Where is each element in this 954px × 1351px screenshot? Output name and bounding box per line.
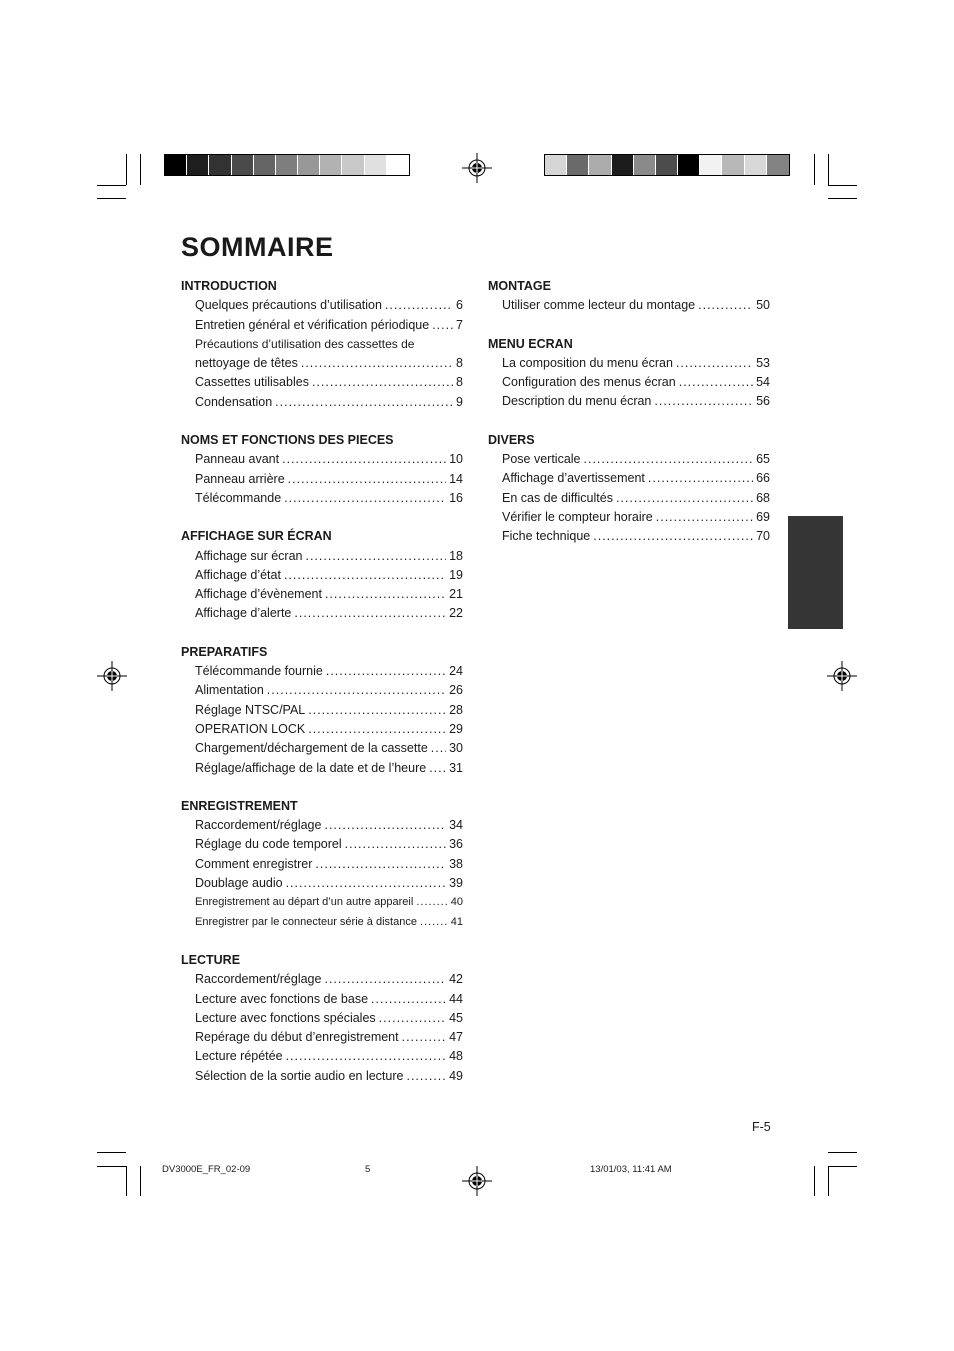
toc-entry-title: Fiche technique — [502, 529, 591, 544]
toc-entry-title: En cas de difficultés — [502, 490, 613, 505]
toc-entry-page: 70 — [756, 529, 770, 544]
toc-dot-leader — [324, 816, 446, 835]
color-swatch — [187, 155, 209, 175]
toc-entry-page: 34 — [449, 818, 463, 833]
toc-dot-leader — [584, 450, 754, 469]
toc-entry-page: 29 — [449, 721, 463, 736]
toc-entry[interactable] — [195, 296, 463, 315]
color-swatch — [320, 155, 342, 175]
toc-entry-title: Chargement/déchargement de la cassette — [195, 741, 428, 756]
toc-entry-page: 49 — [449, 1068, 463, 1083]
toc-entry-page: 18 — [449, 548, 463, 563]
toc-dot-leader — [432, 316, 453, 335]
toc-entry-page: 65 — [756, 452, 770, 467]
toc-dot-leader — [648, 469, 753, 488]
crop-mark — [126, 1166, 127, 1196]
toc-entry[interactable] — [502, 508, 770, 527]
toc-entry-page: 50 — [756, 298, 770, 313]
toc-entry[interactable] — [502, 527, 770, 546]
toc-entry[interactable] — [502, 354, 770, 373]
color-swatch — [722, 155, 744, 175]
color-swatch — [678, 155, 700, 175]
toc-dot-leader — [308, 720, 446, 739]
registration-mark-icon — [827, 661, 857, 691]
toc-entry[interactable] — [195, 373, 463, 392]
toc-entry[interactable] — [502, 296, 770, 315]
toc-entry[interactable] — [195, 566, 463, 585]
toc-entry-page: 22 — [449, 606, 463, 621]
registration-mark-icon — [462, 1166, 492, 1196]
toc-entry[interactable] — [195, 893, 463, 912]
footer-timestamp: 13/01/03, 11:41 AM — [590, 1164, 672, 1175]
toc-entry-page: 8 — [456, 375, 463, 390]
toc-entry-page: 36 — [449, 837, 463, 852]
toc-entry-page: 28 — [449, 702, 463, 717]
toc-entry-title: Affichage d’état — [195, 567, 281, 582]
toc-entry-title: nettoyage de têtes — [195, 356, 298, 371]
toc-entry-title: Raccordement/réglage — [195, 818, 322, 833]
toc-entry-title: Sélection de la sortie audio en lecture — [195, 1068, 404, 1083]
toc-entry-page: 19 — [449, 567, 463, 582]
toc-entry[interactable] — [195, 681, 463, 700]
toc-entry-page: 69 — [756, 509, 770, 524]
toc-entry[interactable] — [195, 874, 463, 893]
toc-dot-leader — [406, 1067, 446, 1086]
toc-dot-leader — [371, 990, 446, 1009]
toc-dot-leader — [420, 913, 448, 932]
toc-entry-title: Réglage NTSC/PAL — [195, 702, 306, 717]
color-swatch — [232, 155, 254, 175]
toc-entry-title: Enregistrer par le connecteur série à distance — [195, 915, 417, 928]
toc-section-heading: ENREGISTREMENT — [181, 798, 298, 813]
toc-entry-title: La composition du menu écran — [502, 355, 673, 370]
toc-dot-leader — [308, 701, 446, 720]
toc-section — [181, 951, 463, 1086]
toc-entry[interactable] — [195, 913, 463, 932]
toc-entry-title: Télécommande — [195, 490, 282, 505]
toc-entry-page: 7 — [456, 317, 463, 332]
footer-sheet-number: 5 — [365, 1164, 371, 1175]
toc-entry[interactable] — [502, 469, 770, 488]
toc-entry-title: Pose verticale — [502, 452, 581, 467]
toc-entry-page: 54 — [756, 375, 770, 390]
toc-entry-page: 66 — [756, 471, 770, 486]
toc-entry-title: Raccordement/réglage — [195, 972, 322, 987]
section-side-tab — [788, 516, 843, 629]
color-swatch — [342, 155, 364, 175]
toc-dot-leader — [286, 1047, 447, 1066]
color-swatch — [298, 155, 320, 175]
toc-dot-leader — [288, 470, 446, 489]
toc-entry-title: Lecture avec fonctions de base — [195, 991, 369, 1006]
toc-entry[interactable] — [195, 393, 463, 412]
toc-entry[interactable] — [195, 354, 463, 373]
toc-section-heading: INTRODUCTION — [181, 279, 277, 293]
toc-entry-title: Entretien général et vérification périodique — [195, 317, 430, 332]
page-number: F-5 — [752, 1120, 771, 1134]
toc-section-heading: MONTAGE — [488, 279, 551, 293]
toc-entry[interactable] — [195, 604, 463, 623]
toc-entry-title: Description du menu écran — [502, 394, 652, 409]
toc-section — [181, 277, 463, 412]
toc-entry-title: Cassettes utilisables — [195, 375, 309, 390]
toc-entry[interactable] — [195, 1009, 463, 1028]
toc-section-heading: AFFICHAGE SUR ÉCRAN — [181, 529, 332, 544]
crop-mark — [814, 154, 815, 185]
toc-entry-title: Panneau avant — [195, 452, 280, 467]
crop-mark — [828, 1166, 857, 1167]
toc-entry[interactable] — [195, 1028, 463, 1047]
toc-entry-text: Précautions d’utilisation des cassettes de — [195, 336, 415, 351]
toc-dot-leader — [385, 296, 453, 315]
toc-dot-leader — [654, 392, 753, 411]
color-swatch — [612, 155, 634, 175]
color-swatch — [567, 155, 589, 175]
toc-dot-leader — [282, 450, 446, 469]
page-title: SOMMAIRE — [181, 232, 334, 262]
toc-entry[interactable] — [195, 489, 463, 508]
color-swatch — [545, 155, 567, 175]
color-swatch — [767, 155, 789, 175]
toc-section — [488, 277, 770, 316]
color-swatch — [254, 155, 276, 175]
toc-dot-leader — [305, 547, 446, 566]
toc-entry[interactable] — [195, 470, 463, 489]
crop-mark — [140, 154, 141, 185]
crop-mark — [140, 1166, 141, 1196]
toc-entry-page: 31 — [449, 760, 463, 775]
toc-section-heading: PREPARATIFS — [181, 644, 268, 659]
crop-mark — [97, 1152, 126, 1153]
toc-entry[interactable] — [195, 701, 463, 720]
toc-entry-page: 38 — [449, 856, 463, 871]
toc-entry[interactable] — [502, 373, 770, 392]
toc-entry-title: Lecture avec fonctions spéciales — [195, 1010, 376, 1025]
toc-section — [488, 431, 770, 547]
toc-entry[interactable] — [195, 759, 463, 778]
toc-dot-leader — [301, 354, 453, 373]
color-calibration-strip-left — [164, 154, 410, 176]
toc-entry[interactable] — [195, 1067, 463, 1086]
toc-entry-title: Alimentation — [195, 683, 264, 698]
toc-entry-page: 24 — [449, 664, 463, 679]
toc-dot-leader — [345, 835, 446, 854]
toc-entry-page: 42 — [449, 972, 463, 987]
toc-entry-title: Télécommande fournie — [195, 664, 323, 679]
toc-entry-page: 26 — [449, 683, 463, 698]
toc-entry-title: OPERATION LOCK — [195, 721, 306, 736]
registration-mark-icon — [97, 661, 127, 691]
toc-section-heading: LECTURE — [181, 952, 241, 967]
toc-dot-leader — [616, 489, 753, 508]
crop-mark — [828, 1152, 857, 1153]
toc-section — [181, 431, 463, 508]
toc-entry[interactable] — [502, 392, 770, 411]
toc-dot-leader — [402, 1028, 446, 1047]
toc-entry[interactable] — [195, 739, 463, 758]
registration-mark-icon — [462, 153, 492, 183]
toc-dot-leader — [429, 759, 446, 778]
toc-entry-title: Comment enregistrer — [195, 856, 313, 871]
crop-mark — [97, 1166, 126, 1167]
crop-mark — [828, 1166, 829, 1196]
footer-file-name: DV3000E_FR_02-09 — [162, 1164, 251, 1175]
crop-mark — [126, 154, 127, 185]
toc-entry-title: Utiliser comme lecteur du montage — [502, 298, 696, 313]
color-swatch — [634, 155, 656, 175]
toc-dot-leader — [284, 489, 446, 508]
toc-dot-leader — [312, 373, 453, 392]
toc-entry[interactable] — [195, 450, 463, 469]
toc-entry-title: Quelques précautions d’utilisation — [195, 298, 382, 313]
toc-entry-page: 47 — [449, 1030, 463, 1045]
toc-entry[interactable] — [195, 1047, 463, 1066]
toc-dot-leader — [267, 681, 446, 700]
toc-entry[interactable] — [195, 835, 463, 854]
toc-right-column — [488, 277, 770, 566]
toc-section — [181, 527, 463, 623]
toc-entry[interactable] — [195, 720, 463, 739]
toc-dot-leader — [294, 604, 446, 623]
crop-mark — [828, 185, 857, 186]
toc-dot-leader — [698, 296, 753, 315]
toc-entry-title: Affichage d’avertissement — [502, 471, 645, 486]
color-swatch — [589, 155, 611, 175]
toc-dot-leader — [431, 739, 446, 758]
toc-entry-page: 8 — [456, 356, 463, 371]
toc-entry-page: 16 — [449, 490, 463, 505]
toc-entry-title: Vérifier le compteur horaire — [502, 509, 653, 524]
toc-entry-page: 14 — [449, 471, 463, 486]
toc-dot-leader — [679, 373, 753, 392]
toc-entry-page: 40 — [450, 896, 463, 909]
toc-entry[interactable] — [195, 855, 463, 874]
color-swatch — [656, 155, 678, 175]
toc-entry-title: Doublage audio — [195, 876, 283, 891]
toc-section-heading: NOMS ET FONCTIONS DES PIECES — [181, 433, 394, 448]
toc-entry[interactable] — [195, 662, 463, 681]
toc-entry[interactable] — [195, 547, 463, 566]
crop-mark — [97, 185, 126, 186]
toc-entry-page: 30 — [449, 741, 463, 756]
toc-section-heading: MENU ECRAN — [488, 336, 573, 351]
toc-section — [181, 643, 463, 778]
toc-entry-title: Affichage d’alerte — [195, 606, 292, 621]
toc-entry[interactable] — [502, 489, 770, 508]
toc-entry-page: 53 — [756, 355, 770, 370]
toc-entry[interactable] — [502, 450, 770, 469]
toc-entry-page: 10 — [449, 452, 463, 467]
color-swatch — [387, 155, 409, 175]
toc-dot-leader — [315, 855, 446, 874]
toc-dot-leader — [284, 566, 446, 585]
toc-dot-leader — [676, 354, 753, 373]
toc-dot-leader — [325, 585, 446, 604]
toc-section — [181, 797, 463, 932]
toc-entry-title: Réglage/affichage de la date et de l’heure — [195, 760, 427, 775]
crop-mark — [97, 198, 126, 199]
toc-entry[interactable] — [195, 316, 463, 335]
toc-dot-leader — [286, 874, 447, 893]
color-calibration-strip-right — [544, 154, 790, 176]
toc-entry-title: Repérage du début d’enregistrement — [195, 1030, 399, 1045]
toc-entry-page: 56 — [756, 394, 770, 409]
toc-section — [488, 335, 770, 412]
toc-entry-title: Lecture répétée — [195, 1049, 283, 1064]
toc-entry-page: 48 — [449, 1049, 463, 1064]
crop-mark — [814, 1166, 815, 1196]
toc-entry[interactable] — [195, 970, 463, 989]
toc-dot-leader — [416, 893, 447, 912]
toc-entry-title: Condensation — [195, 394, 273, 409]
color-swatch — [745, 155, 767, 175]
toc-entry-page: 21 — [449, 587, 463, 602]
toc-entry-page: 45 — [449, 1010, 463, 1025]
color-swatch — [165, 155, 187, 175]
toc-left-column — [181, 277, 463, 1105]
toc-entry[interactable] — [195, 816, 463, 835]
toc-entry-page: 9 — [456, 394, 463, 409]
crop-mark — [828, 198, 857, 199]
toc-entry-title: Affichage sur écran — [195, 548, 303, 563]
toc-dot-leader — [656, 508, 753, 527]
toc-entry-page: 44 — [449, 991, 463, 1006]
crop-mark — [828, 154, 829, 185]
toc-dot-leader — [324, 970, 446, 989]
toc-entry-page: 68 — [756, 490, 770, 505]
toc-entry-page: 41 — [450, 915, 463, 928]
color-swatch — [365, 155, 387, 175]
color-swatch — [276, 155, 298, 175]
toc-entry-page: 6 — [456, 298, 463, 313]
toc-dot-leader — [593, 527, 753, 546]
toc-entry-title: Configuration des menus écran — [502, 375, 676, 390]
toc-entry[interactable] — [195, 990, 463, 1009]
toc-dot-leader — [275, 393, 453, 412]
toc-entry-title: Enregistrement au départ d’un autre appareil — [195, 896, 414, 909]
toc-dot-leader — [326, 662, 446, 681]
toc-section-heading: DIVERS — [488, 432, 535, 447]
toc-entry-title: Affichage d’évènement — [195, 587, 322, 602]
toc-entry[interactable] — [195, 585, 463, 604]
toc-entry-title: Réglage du code temporel — [195, 837, 342, 852]
toc-entry-title: Panneau arrière — [195, 471, 285, 486]
color-swatch — [209, 155, 231, 175]
toc-entry-page: 39 — [449, 876, 463, 891]
color-swatch — [700, 155, 722, 175]
toc-dot-leader — [379, 1009, 446, 1028]
